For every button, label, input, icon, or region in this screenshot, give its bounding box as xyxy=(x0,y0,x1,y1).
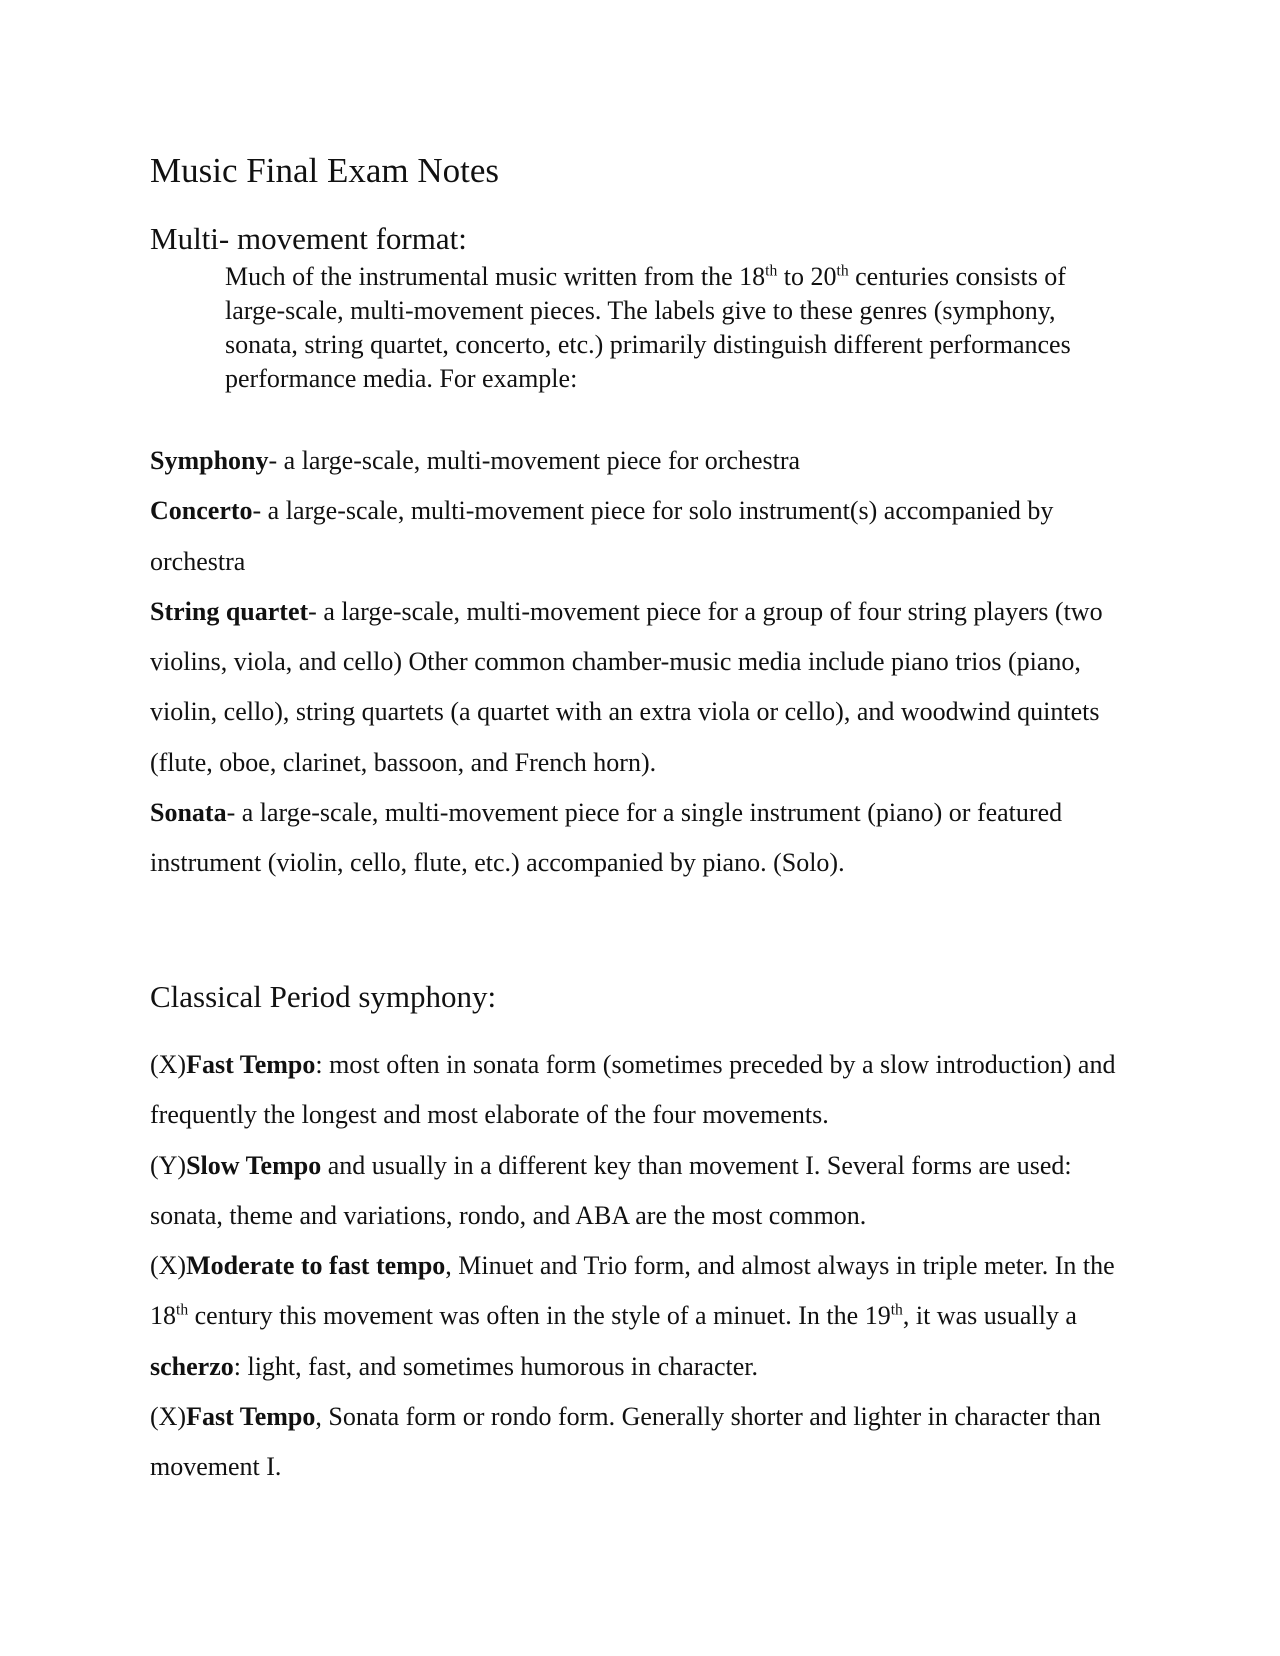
term: Sonata xyxy=(150,798,227,828)
definition-sonata: Sonata- a large-scale, multi-movement piece for a single instrument (piano) or featured instrument (violin, cello, flute, etc.) accompanied by piano. (Solo). xyxy=(150,798,1063,878)
movement-descriptions xyxy=(150,1040,1140,1493)
definition-string-quartet: String quartet- a large-scale, multi-movement piece for a group of four string players (two violins, viola, and cello) Other common chamber-music media include piano trios (piano, violin, cello), string quartets (a quartet with an extra viola or cello), and woodwind quintets (flute, oboe, clarinet, bassoon, and French horn). xyxy=(150,596,1103,777)
section-heading-classical-symphony: Classical Period symphony: xyxy=(150,979,497,1014)
document-title: Music Final Exam Notes xyxy=(150,151,499,190)
term: Symphony xyxy=(150,446,269,475)
movement-3: (X)Moderate to fast tempo, Minuet and Trio form, and almost always in triple meter. In the 18th century this movement was often in the style of a minuet. In the 19th, it was usually a scherzo: light, fast, and sometimes humorous in character. xyxy=(150,1251,1115,1381)
definition-symphony: Symphony- a large-scale, multi-movement piece for orchestra xyxy=(150,446,801,475)
section-heading-multi-movement: Multi- movement format: xyxy=(150,221,467,256)
intro-paragraph: Much of the instrumental music written from the 18th to 20th centuries consists of large-scale, multi-movement pieces. The labels give to these genres (symphony, sonata, string quartet, concerto, etc.) primarily distinguish different performances performance media. For example: xyxy=(225,262,1071,393)
term: Concerto xyxy=(150,496,253,526)
movement-2: (Y)Slow Tempo and usually in a different key than movement I. Several forms are used: sonata, theme and variations, rondo, and ABA are the most common. xyxy=(150,1150,1072,1230)
movement-4: (X)Fast Tempo, Sonata form or rondo form. Generally shorter and lighter in character than movement I. xyxy=(150,1402,1101,1482)
genre-definitions xyxy=(150,436,1140,889)
term: String quartet xyxy=(150,596,309,626)
definition-concerto: Concerto- a large-scale, multi-movement piece for solo instrument(s) accompanied by orchestra xyxy=(150,496,1054,576)
movement-1: (X)Fast Tempo: most often in sonata form (sometimes preceded by a slow introduction) and frequently the longest and most elaborate of the four movements. xyxy=(150,1050,1116,1130)
